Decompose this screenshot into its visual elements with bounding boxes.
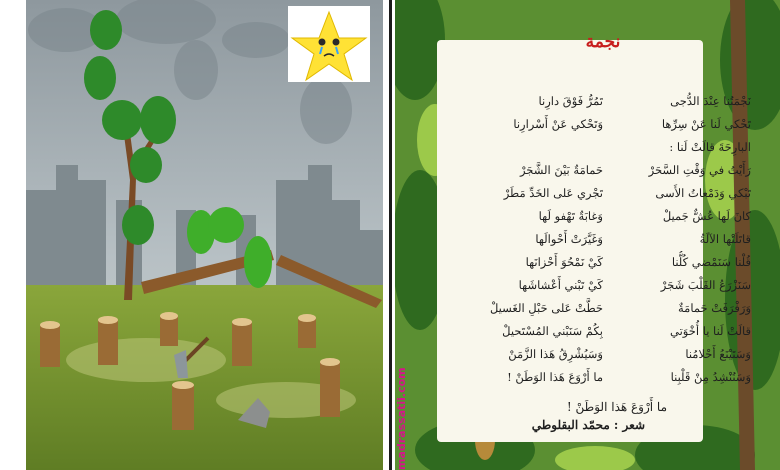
poem-author: شعر : محمّد البقلوطي [531,418,645,432]
poem-closing-line: ما أَرْوَعَ هَذا الوَطَنْ ! [566,400,667,414]
poem-left-column [485,90,603,389]
poem-line: وَسَتَيْنَعُ أَحْلامُنا [685,347,751,361]
poem-line: كَيْ نَمْحُوَ أَحْزانَها [525,255,603,269]
poem-line: تَمُرُّ فَوْقَ دارِنا [538,94,603,108]
crying-star-icon [288,6,370,82]
poem-line: قُلْنا سَنَمْضي كُلُّنا [671,255,751,269]
poem-line: تَجْري عَلى الخَدِّ مَطَرْ [503,186,603,200]
poem-line: حَمامَةٌ بَيْنَ الشَّجَرْ [519,163,603,177]
poem-line: كانَ لَها عُشٌّ جَميلْ [662,209,751,223]
poem-page [395,0,780,470]
poem-line: سَنَزْرَعُ القَلْبَ شَجَرْ [660,278,751,292]
poem-line: وَرَفْرَفَتْ حَمامَةٌ [678,301,751,315]
poem-line: تَحْكي لَنا عَنْ سِرِّها [661,117,751,131]
poem-right-column [625,90,751,389]
poem-line: قالَتْ لَنا يا أُخْوَتي [670,324,751,338]
poem-line: البارِحَةَ قالَتْ لَنا : [669,140,751,154]
deforestation-illustration [26,0,383,470]
poem-line: نَجْمَتُنا عِنْدَ الدُّجى [670,94,751,108]
poem-line [485,136,603,159]
poem-line: رَأَيْتُ في وَقْتِ السَّحَرْ [648,163,751,177]
poem-line: وَسَنُنْشِدُ مِنْ قَلْبِنا [670,370,751,384]
poem-line: كَيْ تَبْني أَعْشاشَها [518,278,603,292]
poem-line: قاتَلَتْها الآلَةُ [699,232,751,246]
page-divider [389,0,392,470]
site-watermark: madrassatii.com [395,367,408,470]
poem-line: تَبْكي وَدَمْعاتُ الأَسى [655,186,751,200]
poem-line: وَغَيَّرَتْ أَحْوالَها [535,232,603,246]
poem-line: وَغابَةٌ تَهْفو لَها [538,209,603,223]
poem-line: ما أَرْوَعَ هَذا الوَطَنْ ! [507,370,603,384]
poem-line: حَطَّتْ عَلى حَبْلِ الغَسيلْ [489,301,603,315]
poem-line: بِكُمْ سَنَبْني المُسْتَحيلْ [502,324,603,338]
poem-line: وَتَحْكي عَنْ أَسْرارِنا [513,117,603,131]
poem-line: وَسَيُشْرِقُ هَذا الزَّمَنْ [508,347,603,361]
poem-card [437,32,751,442]
illustration-panel [26,0,383,470]
poem-title: نجمة [585,32,621,52]
